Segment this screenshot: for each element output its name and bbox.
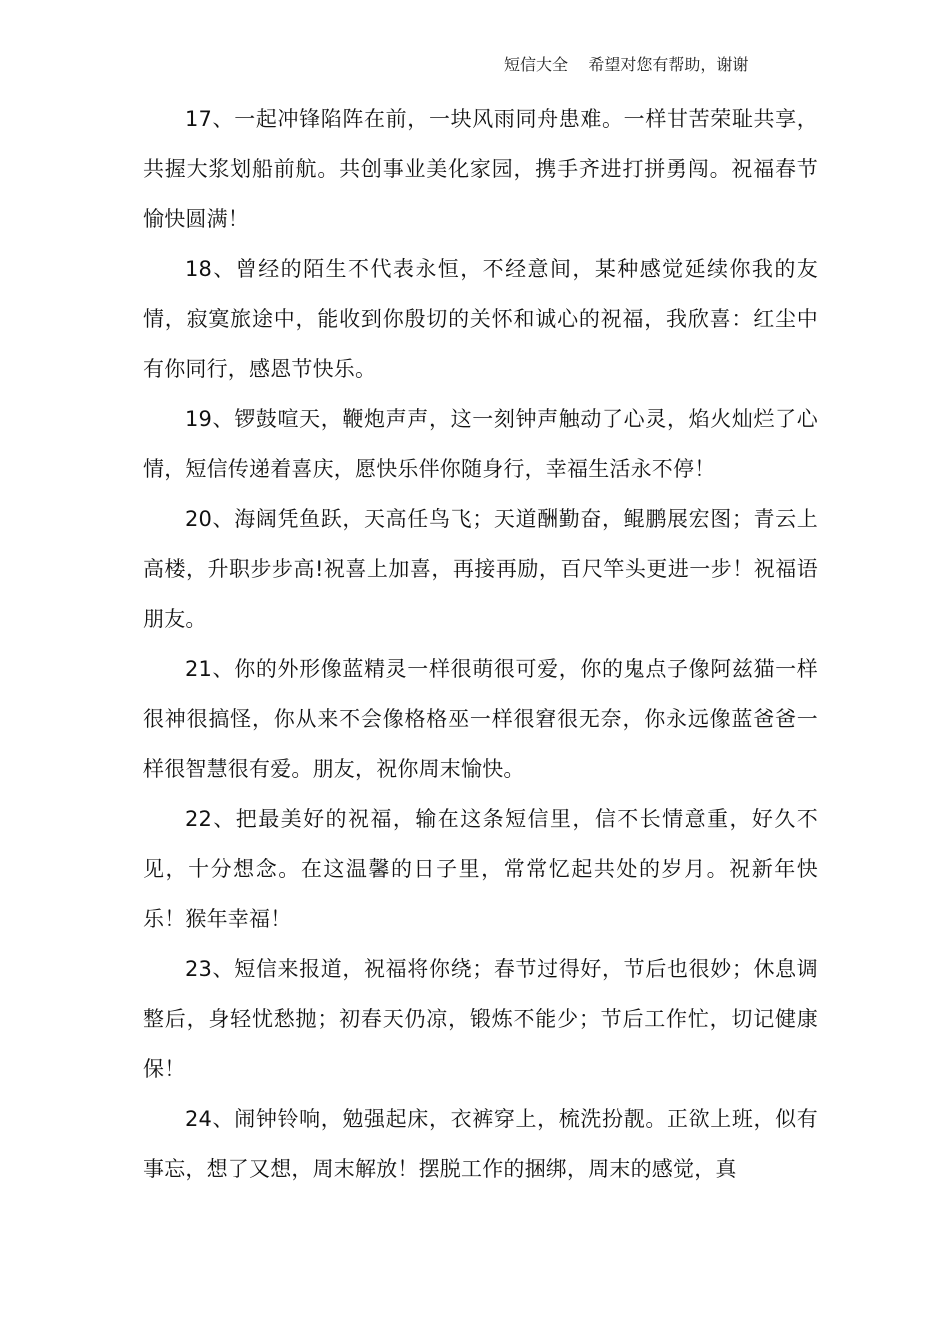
- paragraph-20: 20、海阔凭鱼跃，天高任鸟飞；天道酬勤奋，鲲鹏展宏图；青云上高楼，升职步步高!祝喜上加喜，再接再励，百尺竿头更进一步！祝福语朋友。: [143, 507, 818, 631]
- document-body: [143, 94, 818, 1194]
- paragraph-17: 17、一起冲锋陷阵在前，一块风雨同舟患难。一样甘苦荣耻共享，共握大浆划船前航。共创事业美化家园，携手齐进打拼勇闯。祝福春节愉快圆满！: [143, 107, 818, 231]
- paragraph-19: 19、锣鼓喧天，鞭炮声声，这一刻钟声触动了心灵，焰火灿烂了心情，短信传递着喜庆，愿快乐伴你随身行，幸福生活永不停！: [143, 407, 818, 481]
- page-header: 短信大全 希望对您有帮助，谢谢: [504, 55, 749, 74]
- paragraph-21: 21、你的外形像蓝精灵一样很萌很可爱，你的鬼点子像阿兹猫一样很神很搞怪，你从来不会像格格巫一样很窘很无奈，你永远像蓝爸爸一样很智慧很有爱。朋友，祝你周末愉快。: [143, 657, 818, 781]
- paragraph-22: 22、把最美好的祝福，输在这条短信里，信不长情意重，好久不见，十分想念。在这温馨的日子里，常常忆起共处的岁月。祝新年快乐！猴年幸福！: [143, 807, 818, 931]
- paragraph-24: 24、闹钟铃响，勉强起床，衣裤穿上，梳洗扮靓。正欲上班，似有事忘，想了又想，周末解放！摆脱工作的捆绑，周末的感觉，真: [143, 1107, 818, 1181]
- paragraph-18: 18、曾经的陌生不代表永恒，不经意间，某种感觉延续你我的友情，寂寞旅途中，能收到你殷切的关怀和诚心的祝福，我欣喜：红尘中有你同行，感恩节快乐。: [143, 257, 818, 381]
- paragraph-23: 23、短信来报道，祝福将你绕；春节过得好，节后也很妙；休息调整后，身轻忧愁抛；初春天仍凉，锻炼不能少；节后工作忙，切记健康保！: [143, 957, 818, 1081]
